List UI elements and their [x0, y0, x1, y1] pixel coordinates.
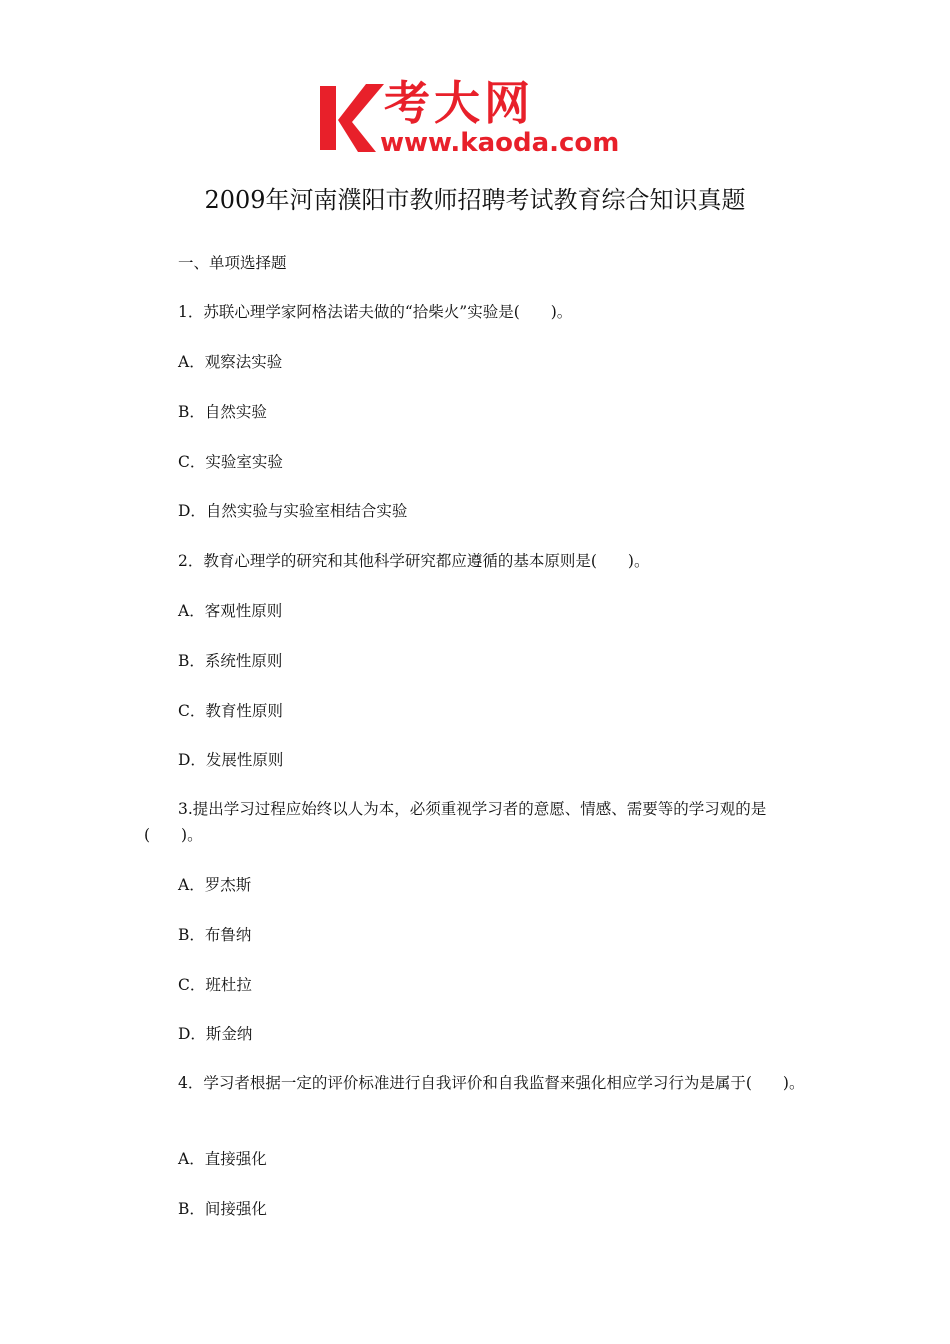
question-4-text: 4．学习者根据一定的评价标准进行自我评价和自我监督来强化相应学习行为是属于( )。 [178, 1074, 805, 1092]
question-4-option-b: B．间接强化 [178, 1200, 267, 1218]
question-1-option-d: D．自然实验与实验室相结合实验 [178, 502, 408, 520]
question-1-text: 1．苏联心理学家阿格法诺夫做的“拾柴火”实验是( )。 [178, 303, 573, 321]
question-2-option-a: A．客观性原则 [178, 602, 283, 620]
question-4-option-a: A．直接强化 [178, 1150, 267, 1168]
logo-k-mark-icon [318, 80, 386, 156]
section-heading: 一、单项选择题 [178, 254, 287, 272]
question-3-text: 3.提出学习过程应始终以人为本，必须重视学习者的意愿、情感、需要等的学习观的是( )。 [144, 800, 767, 844]
question-3-option-b: B．布鲁纳 [178, 926, 252, 944]
logo-url-text: www.kaoda.com [380, 128, 620, 158]
question-3-option-d: D．斯金纳 [178, 1025, 253, 1043]
kaoda-logo [318, 78, 638, 160]
question-3-option-c: C．班杜拉 [178, 976, 252, 994]
question-2-text: 2．教育心理学的研究和其他科学研究都应遵循的基本原则是( )。 [178, 552, 650, 570]
logo-brand-text: 考大网 [384, 76, 534, 130]
question-3-option-a: A．罗杰斯 [178, 876, 252, 894]
question-2-option-d: D．发展性原则 [178, 751, 284, 769]
question-1-option-c: C．实验室实验 [178, 453, 283, 471]
question-1-option-a: A．观察法实验 [178, 353, 283, 371]
question-2-option-c: C．教育性原则 [178, 702, 283, 720]
question-2-option-b: B．系统性原则 [178, 652, 283, 670]
page-title: 2009年河南濮阳市教师招聘考试教育综合知识真题 [204, 186, 746, 214]
question-1-option-b: B．自然实验 [178, 403, 267, 421]
